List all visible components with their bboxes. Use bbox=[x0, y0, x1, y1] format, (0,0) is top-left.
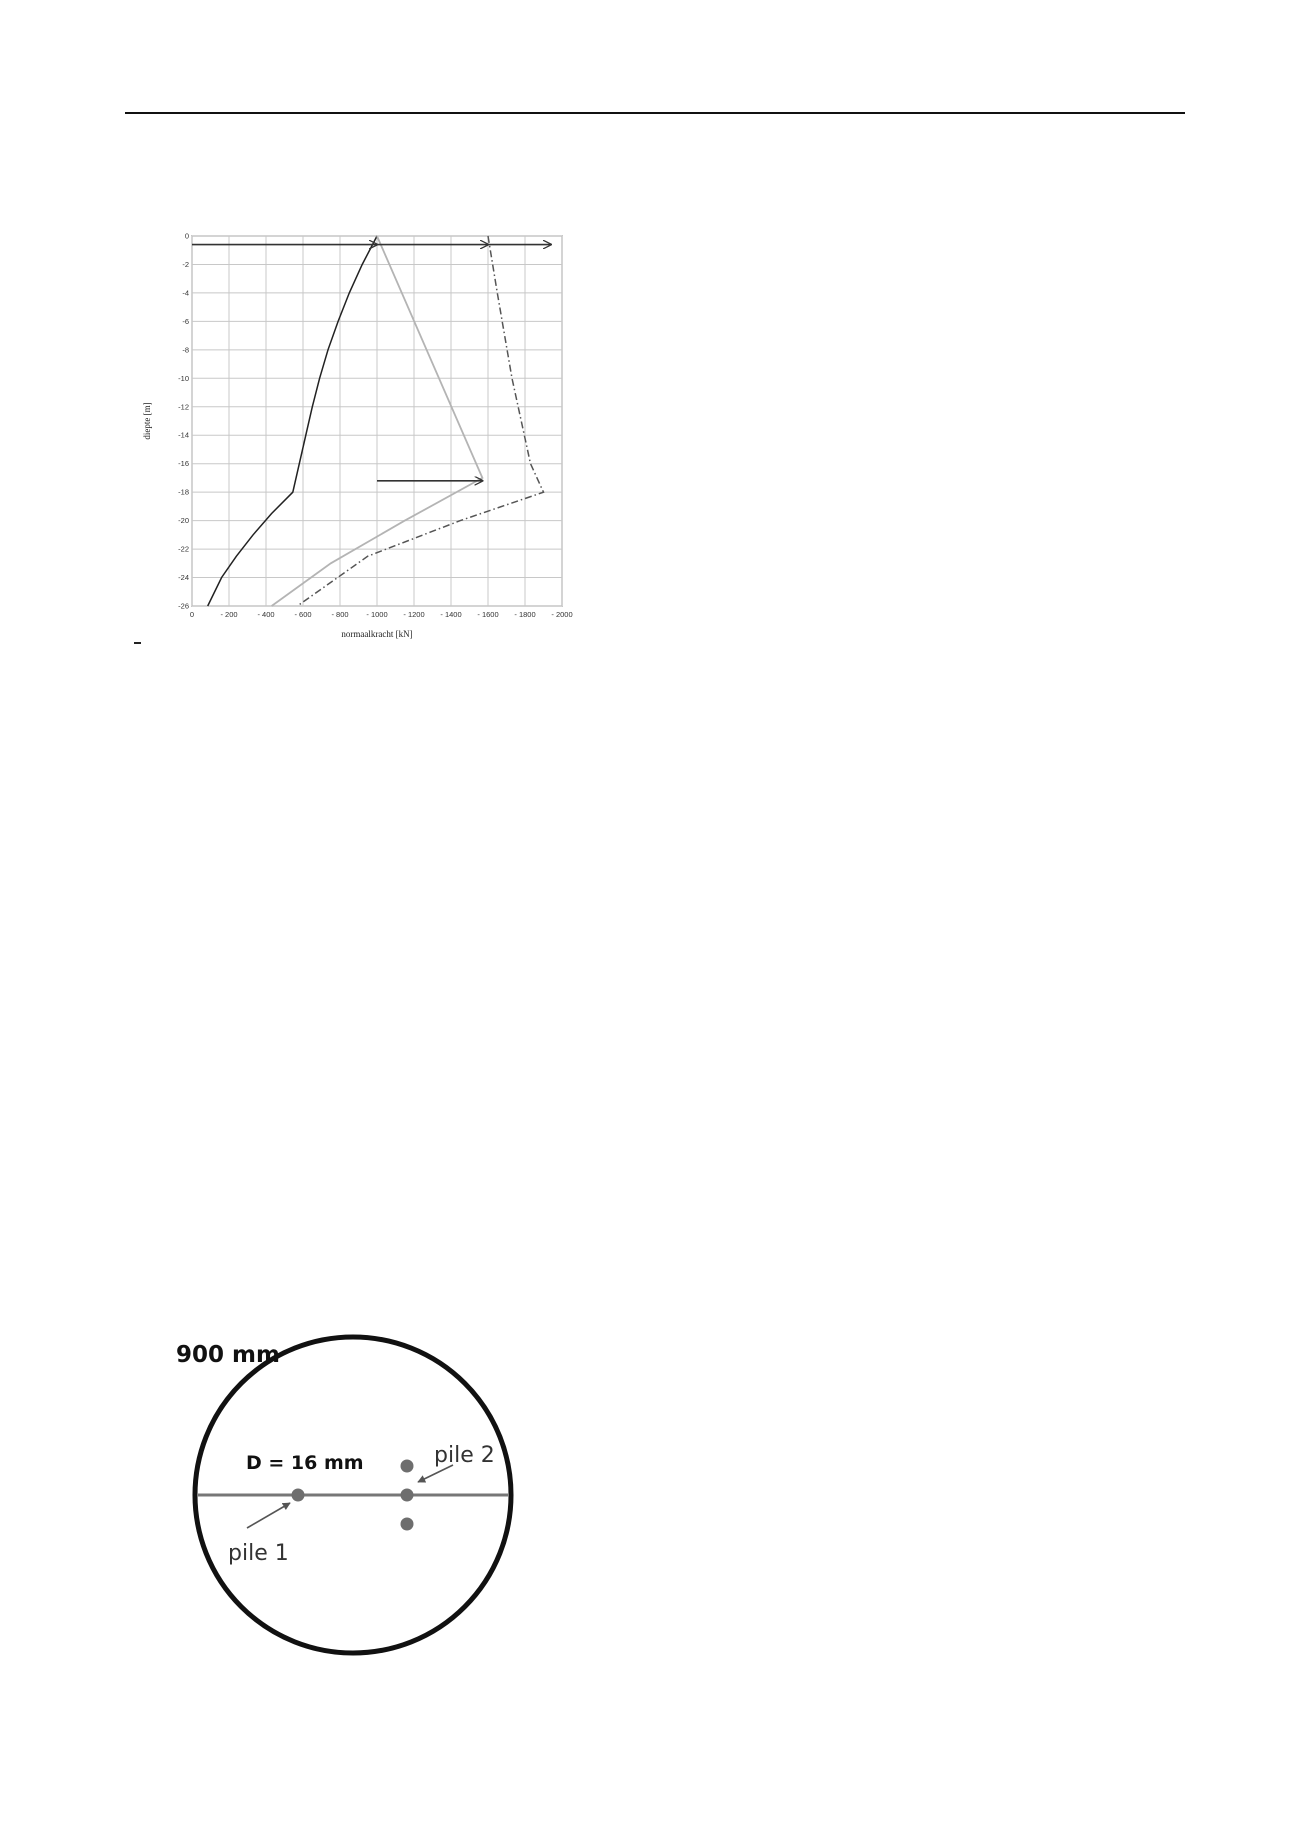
x-tick-label: - 1400 bbox=[440, 610, 462, 619]
pile-2-top bbox=[401, 1460, 414, 1473]
pile-1-arrow bbox=[247, 1503, 290, 1528]
x-tick-label: - 1600 bbox=[477, 610, 499, 619]
x-tick-label: - 200 bbox=[220, 610, 238, 619]
y-tick-label: -26 bbox=[178, 601, 189, 611]
y-tick-label: -4 bbox=[182, 288, 189, 298]
pile-2-bottom bbox=[401, 1518, 414, 1531]
pile-cross-section-diagram bbox=[0, 0, 600, 1839]
y-tick-label: -14 bbox=[178, 430, 189, 440]
pile-2-label: pile 2 bbox=[434, 1443, 495, 1468]
y-tick-label: 0 bbox=[184, 231, 189, 241]
y-tick-label: -10 bbox=[178, 373, 189, 383]
y-tick-label: -20 bbox=[178, 516, 189, 526]
x-tick-label: - 800 bbox=[331, 610, 349, 619]
y-tick-label: -22 bbox=[178, 544, 189, 554]
outer-diameter-label: 900 mm bbox=[176, 1342, 280, 1368]
pile-1 bbox=[292, 1489, 305, 1502]
x-tick-label: - 1000 bbox=[366, 610, 388, 619]
y-tick-label: -8 bbox=[182, 345, 189, 355]
pile-diameter-label: D = 16 mm bbox=[246, 1452, 364, 1474]
x-tick-label: - 1200 bbox=[403, 610, 425, 619]
x-tick-label: 0 bbox=[189, 610, 195, 619]
x-tick-label: - 400 bbox=[257, 610, 275, 619]
x-tick-label: - 2000 bbox=[551, 610, 573, 619]
pile-2-middle bbox=[401, 1489, 414, 1502]
x-tick-label: - 1800 bbox=[514, 610, 536, 619]
y-tick-label: -2 bbox=[182, 259, 189, 269]
y-tick-label: -6 bbox=[182, 316, 189, 326]
y-tick-label: -12 bbox=[178, 402, 189, 412]
x-tick-label: - 600 bbox=[294, 610, 312, 619]
y-tick-label: -16 bbox=[178, 459, 189, 469]
pile-1-label: pile 1 bbox=[228, 1541, 289, 1566]
y-axis-label: diepte [m] bbox=[142, 402, 152, 440]
y-tick-label: -18 bbox=[178, 487, 189, 497]
x-axis-label: normaalkracht [kN] bbox=[341, 629, 413, 639]
y-tick-label: -24 bbox=[178, 573, 189, 583]
